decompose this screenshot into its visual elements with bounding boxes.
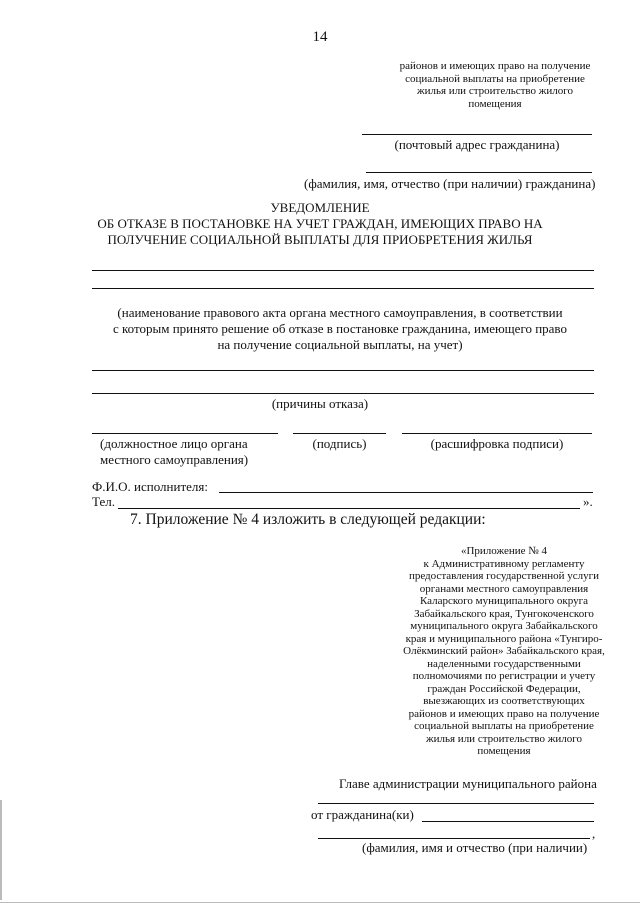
appendix-block [396, 545, 612, 758]
scan-edge-mark [0, 902, 640, 903]
appendix-line: «Приложение № 4 [460, 545, 548, 557]
appendix-line: Забайкальского края, Тунгокоченского [414, 607, 594, 620]
scan-edge-mark [0, 800, 2, 900]
official-caption-line: (должностное лицо органа [100, 436, 248, 451]
from-citizen-line[interactable] [422, 821, 594, 822]
appendix-line: муниципального округа Забайкальского [410, 620, 598, 632]
legal-act-caption-line: с которым принято решение об отказе в постановке гражданина, имеющего право [113, 321, 567, 336]
official-line[interactable] [92, 433, 278, 434]
signature-line[interactable] [293, 433, 386, 434]
appendix-line: граждан Российской Федерации, [427, 682, 581, 695]
refusal-reasons-line[interactable] [92, 370, 594, 371]
appendix-line: предоставления государственной услуги [408, 570, 600, 582]
top-continuation-block [385, 60, 605, 110]
appendix-line: Олёкминский район» Забайкальского края, [403, 645, 605, 657]
appendix-line: выезжающих из соответствующих [423, 695, 585, 707]
executor-label: Ф.И.О. исполнителя: [92, 479, 208, 494]
top-block-line: районов и имеющих право на получение [399, 60, 591, 72]
appendix-line: жилья или строительство жилого [426, 732, 582, 745]
legal-act-line[interactable] [92, 270, 594, 271]
appendix-line: полномочиями по регистрации и учету [412, 670, 596, 682]
appendix-line: районов и имеющих право на получение [408, 707, 600, 720]
appendix-line: Каларского муниципального округа [419, 595, 589, 607]
legal-act-caption-line: на получение социальной выплаты, на учет) [217, 337, 463, 352]
signature-caption: (подпись) [312, 436, 367, 451]
appendix-line: органами местного самоуправления [419, 582, 589, 595]
citizen-fio-line[interactable] [366, 172, 592, 173]
from-citizen-label: от гражданина(ки) [311, 807, 414, 822]
phone-line[interactable] [118, 508, 580, 509]
legal-act-caption [80, 305, 600, 353]
appendix-line: социальной выплаты на приобретение [414, 720, 594, 732]
citizen-fio-caption: (фамилия, имя, отчество (при наличии) гражданина) [304, 176, 596, 191]
top-block-line: социальной выплаты на приобретение [405, 72, 585, 85]
item-7-text: 7. Приложение № 4 изложить в следующей редакции: [130, 511, 486, 528]
refusal-reasons-caption: (причины отказа) [271, 396, 369, 411]
refusal-reasons-line[interactable] [92, 393, 594, 394]
legal-act-caption-line: (наименование правового акта органа местного самоуправления, в соответствии [117, 305, 563, 320]
decryption-line[interactable] [402, 433, 592, 434]
notice-title [60, 200, 580, 248]
appendix-line: края и муниципального района «Тунгиро- [405, 632, 603, 645]
official-caption-line: местного самоуправления) [100, 452, 249, 467]
phone-closing: ». [583, 494, 593, 509]
notice-title-line: ОБ ОТКАЗЕ В ПОСТАНОВКЕ НА УЧЕТ ГРАЖДАН, ИМЕЮЩИХ ПРАВО НА [97, 216, 543, 231]
notice-title-line: УВЕДОМЛЕНИЕ [270, 200, 370, 215]
phone-label: Тел. [92, 494, 115, 509]
appendix-line: помещения [477, 745, 531, 757]
executor-line[interactable] [219, 492, 593, 493]
official-caption [100, 436, 285, 468]
top-block-line: жилья или строительство жилого [417, 85, 573, 97]
top-block-line: помещения [468, 97, 522, 110]
page-number: 14 [312, 29, 328, 45]
appendix-line: к Административному регламенту [423, 557, 585, 570]
postal-address-line[interactable] [362, 134, 592, 135]
citizen-name-line[interactable] [318, 838, 590, 839]
addressee: Главе администрации муниципального района [339, 776, 597, 791]
appendix-line: наделенными государственными [427, 657, 581, 670]
fio-caption-bottom: (фамилия, имя и отчество (при наличии) [362, 840, 588, 855]
notice-title-line: ПОЛУЧЕНИЕ СОЦИАЛЬНОЙ ВЫПЛАТЫ ДЛЯ ПРИОБРЕТЕНИЯ ЖИЛЬЯ [107, 232, 533, 247]
addressee-line[interactable] [318, 803, 594, 804]
postal-address-caption: (почтовый адрес гражданина) [394, 137, 560, 152]
decryption-caption: (расшифровка подписи) [430, 436, 564, 451]
comma: , [592, 826, 596, 841]
legal-act-line[interactable] [92, 288, 594, 289]
